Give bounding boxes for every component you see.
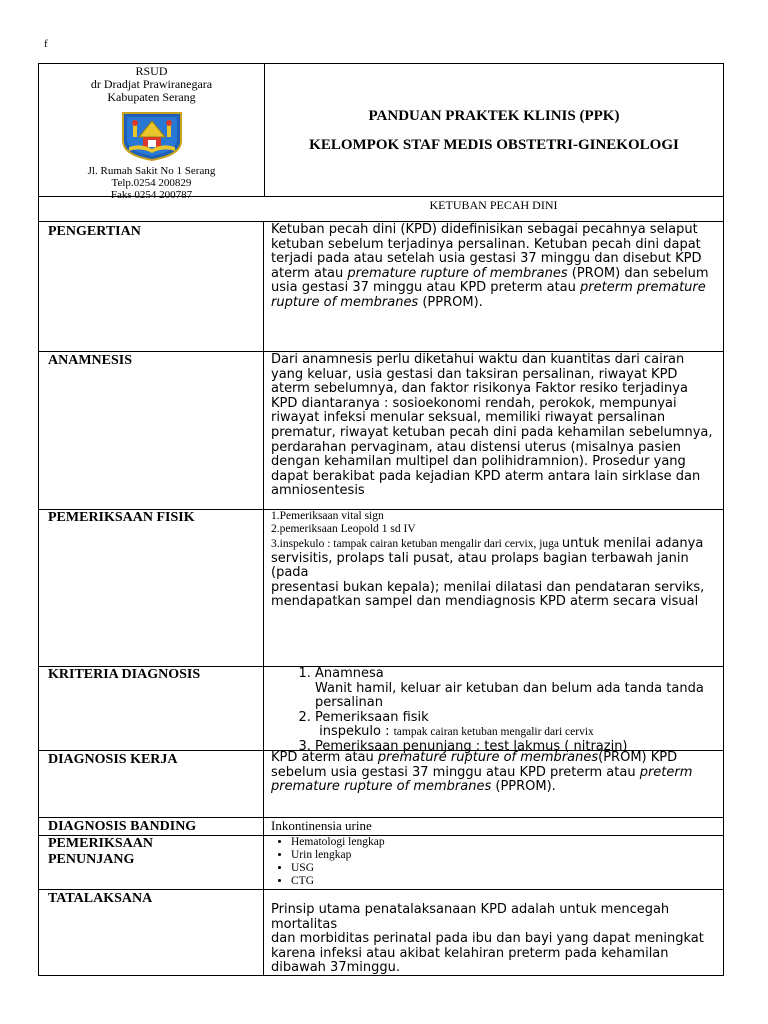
text-fragment: (PPROM). [491, 779, 556, 795]
section-tatalaksana [38, 890, 724, 976]
section-label: KRITERIA DIAGNOSIS [39, 667, 264, 750]
hospital-identity [39, 64, 265, 201]
support-exam-item: • Urin lengkap [291, 849, 717, 862]
treatment-text: Prinsip utama penatalaksanaan KPD adalah untuk mencegah mortalitas [271, 902, 670, 932]
section-content [265, 890, 723, 976]
criteria-item [315, 711, 717, 740]
hospital-fax: Faks 0254 200787 [110, 189, 193, 201]
exam-step [271, 536, 717, 552]
text-fragment: Ketuban pecah dini (KPD) didefinisikan sebagai pecahnya selaput ketuban sebelum terjadinya persalinan. Ketuban pecah dini dapat terjadi pada atau setelah usia gestasi 37 minggu dan disebut KPD aterm atau [271, 222, 702, 281]
section-pemeriksaan-fisik [38, 510, 724, 667]
italic-term: preterm [639, 764, 693, 780]
hospital-address: Jl. Rumah Sakit No 1 Serang [87, 165, 216, 177]
hospital-regency: Kabupaten Serang [107, 90, 196, 104]
section-content: Dari anamnesis perlu diketahui waktu dan kuantitas dari cairan yang keluar, usia gestasi dan taksiran persalinan, riwayat KPD aterm sebelumnya, dan faktor risikonya Faktor resiko terjadinya KPD diantaranya : sosioekonomi rendah, perokok, mempunyai riwayat infeksi menular seksual, memiliki riwayat persalinan prematur, riwayat ketuban pecah dini pada kehamilan sebelumnya, perdarahan pervaginam, atau distensi uterus (misalnya pasien dengan kehamilan multipel dan polihidramnion). Prosedur yang dapat berakibat pada kejadian KPD aterm antara lain sirklase dan amniosentesis [271, 352, 713, 499]
section-content [265, 667, 723, 755]
section-content [265, 751, 723, 795]
section-label: PEMERIKSAAN FISIK [39, 510, 264, 666]
section-label: PENGERTIAN [39, 222, 264, 351]
text-fragment: KPD aterm atau [271, 750, 378, 765]
text-fragment: 3.inspekulo : tampak cairan ketuban mengalir dari cervix, juga [271, 538, 562, 550]
support-exam-list [271, 836, 717, 888]
hospital-name: RSUD [135, 64, 168, 78]
section-label: TATALAKSANA [39, 890, 264, 975]
section-label-line: PEMERIKSAAN [48, 836, 154, 851]
topic-row [38, 196, 724, 222]
hospital-phone: Telp.0254 200829 [111, 177, 192, 189]
document-title: PANDUAN PRAKTEK KLINIS (PPK) [368, 108, 620, 124]
support-exam-item: • Hematologi lengkap [291, 836, 717, 849]
support-exam-item: • CTG [291, 875, 717, 888]
document-subtitle: KELOMPOK STAF MEDIS OBSTETRI-GINEKOLOGI [309, 137, 679, 153]
exam-detail: mendapatkan sampel dan mendiagnosis KPD aterm secara visual [271, 594, 699, 610]
document-header [38, 63, 724, 201]
section-content [265, 222, 723, 311]
criteria-title: Pemeriksaan fisik [315, 709, 429, 725]
section-label [39, 836, 264, 889]
section-diagnosis-banding [38, 818, 724, 836]
topic-title: KETUBAN PECAH DINI [429, 198, 558, 212]
italic-term: preterm premature rupture of membranes [271, 280, 706, 310]
section-label: DIAGNOSIS KERJA [39, 751, 264, 817]
section-content: Inkontinensia urine [271, 818, 372, 833]
italic-term: premature rupture of membranes [347, 265, 568, 281]
section-pengertian [38, 222, 724, 352]
section-kriteria-diagnosis [38, 666, 724, 754]
section-content [265, 836, 723, 888]
exam-step: 2.pemeriksaan Leopold 1 sd IV [271, 523, 416, 535]
italic-term: premature rupture of membranes [271, 779, 492, 795]
criteria-list [271, 667, 717, 755]
criteria-detail: tampak cairan ketuban mengalir dari cervix [393, 726, 594, 739]
section-label: DIAGNOSIS BANDING [39, 818, 264, 835]
exam-step: 1.Pemeriksaan vital sign [271, 510, 384, 522]
criteria-detail-prefix: inspekulo : [319, 724, 394, 740]
section-pemeriksaan-penunjang [38, 836, 724, 890]
text-fragment: (PROM) dan sebelum usia gestasi 37 minggu atau KPD preterm atau [271, 265, 709, 296]
exam-detail: presentasi bukan kepala); menilai dilatasi dan pendataran serviks, [271, 579, 705, 595]
text-fragment: untuk menilai adanya [561, 536, 704, 551]
section-label-line: PENUNJANG [48, 852, 135, 867]
criteria-title: Anamnesa [315, 666, 384, 681]
section-label: ANAMNESIS [39, 352, 264, 509]
support-exam-item: • USG [291, 862, 717, 875]
treatment-text: dan morbiditas perinatal pada ibu dan bayi yang dapat meningkat karena infeksi atau akibat kelahiran preterm pada kehamilan dibawah 37minggu. [271, 931, 704, 976]
serang-regency-logo [121, 111, 183, 161]
text-fragment: (PPROM). [418, 294, 483, 310]
document-title-block [265, 64, 723, 196]
text-fragment: (PROM) KPD sebelum usia gestasi 37 minggu atau KPD preterm atau [271, 750, 678, 780]
criteria-detail: Wanit hamil, keluar air ketuban dan belum ada tanda tanda persalinan [315, 680, 704, 711]
hospital-full-name: dr Dradjat Prawiranegara [90, 77, 213, 91]
section-anamnesis [38, 352, 724, 510]
exam-detail: servisitis, prolaps tali pusat, atau prolaps bagian terbawah janin (pada [271, 550, 689, 581]
section-diagnosis-kerja [38, 751, 724, 818]
section-content [265, 510, 723, 610]
corner-mark: f [44, 38, 48, 50]
italic-term: premature rupture of membranes [377, 750, 599, 765]
criteria-item: 3. Pemeriksaan penunjang : test lakmus ( nitrazin) [315, 740, 717, 755]
criteria-item [315, 667, 717, 711]
